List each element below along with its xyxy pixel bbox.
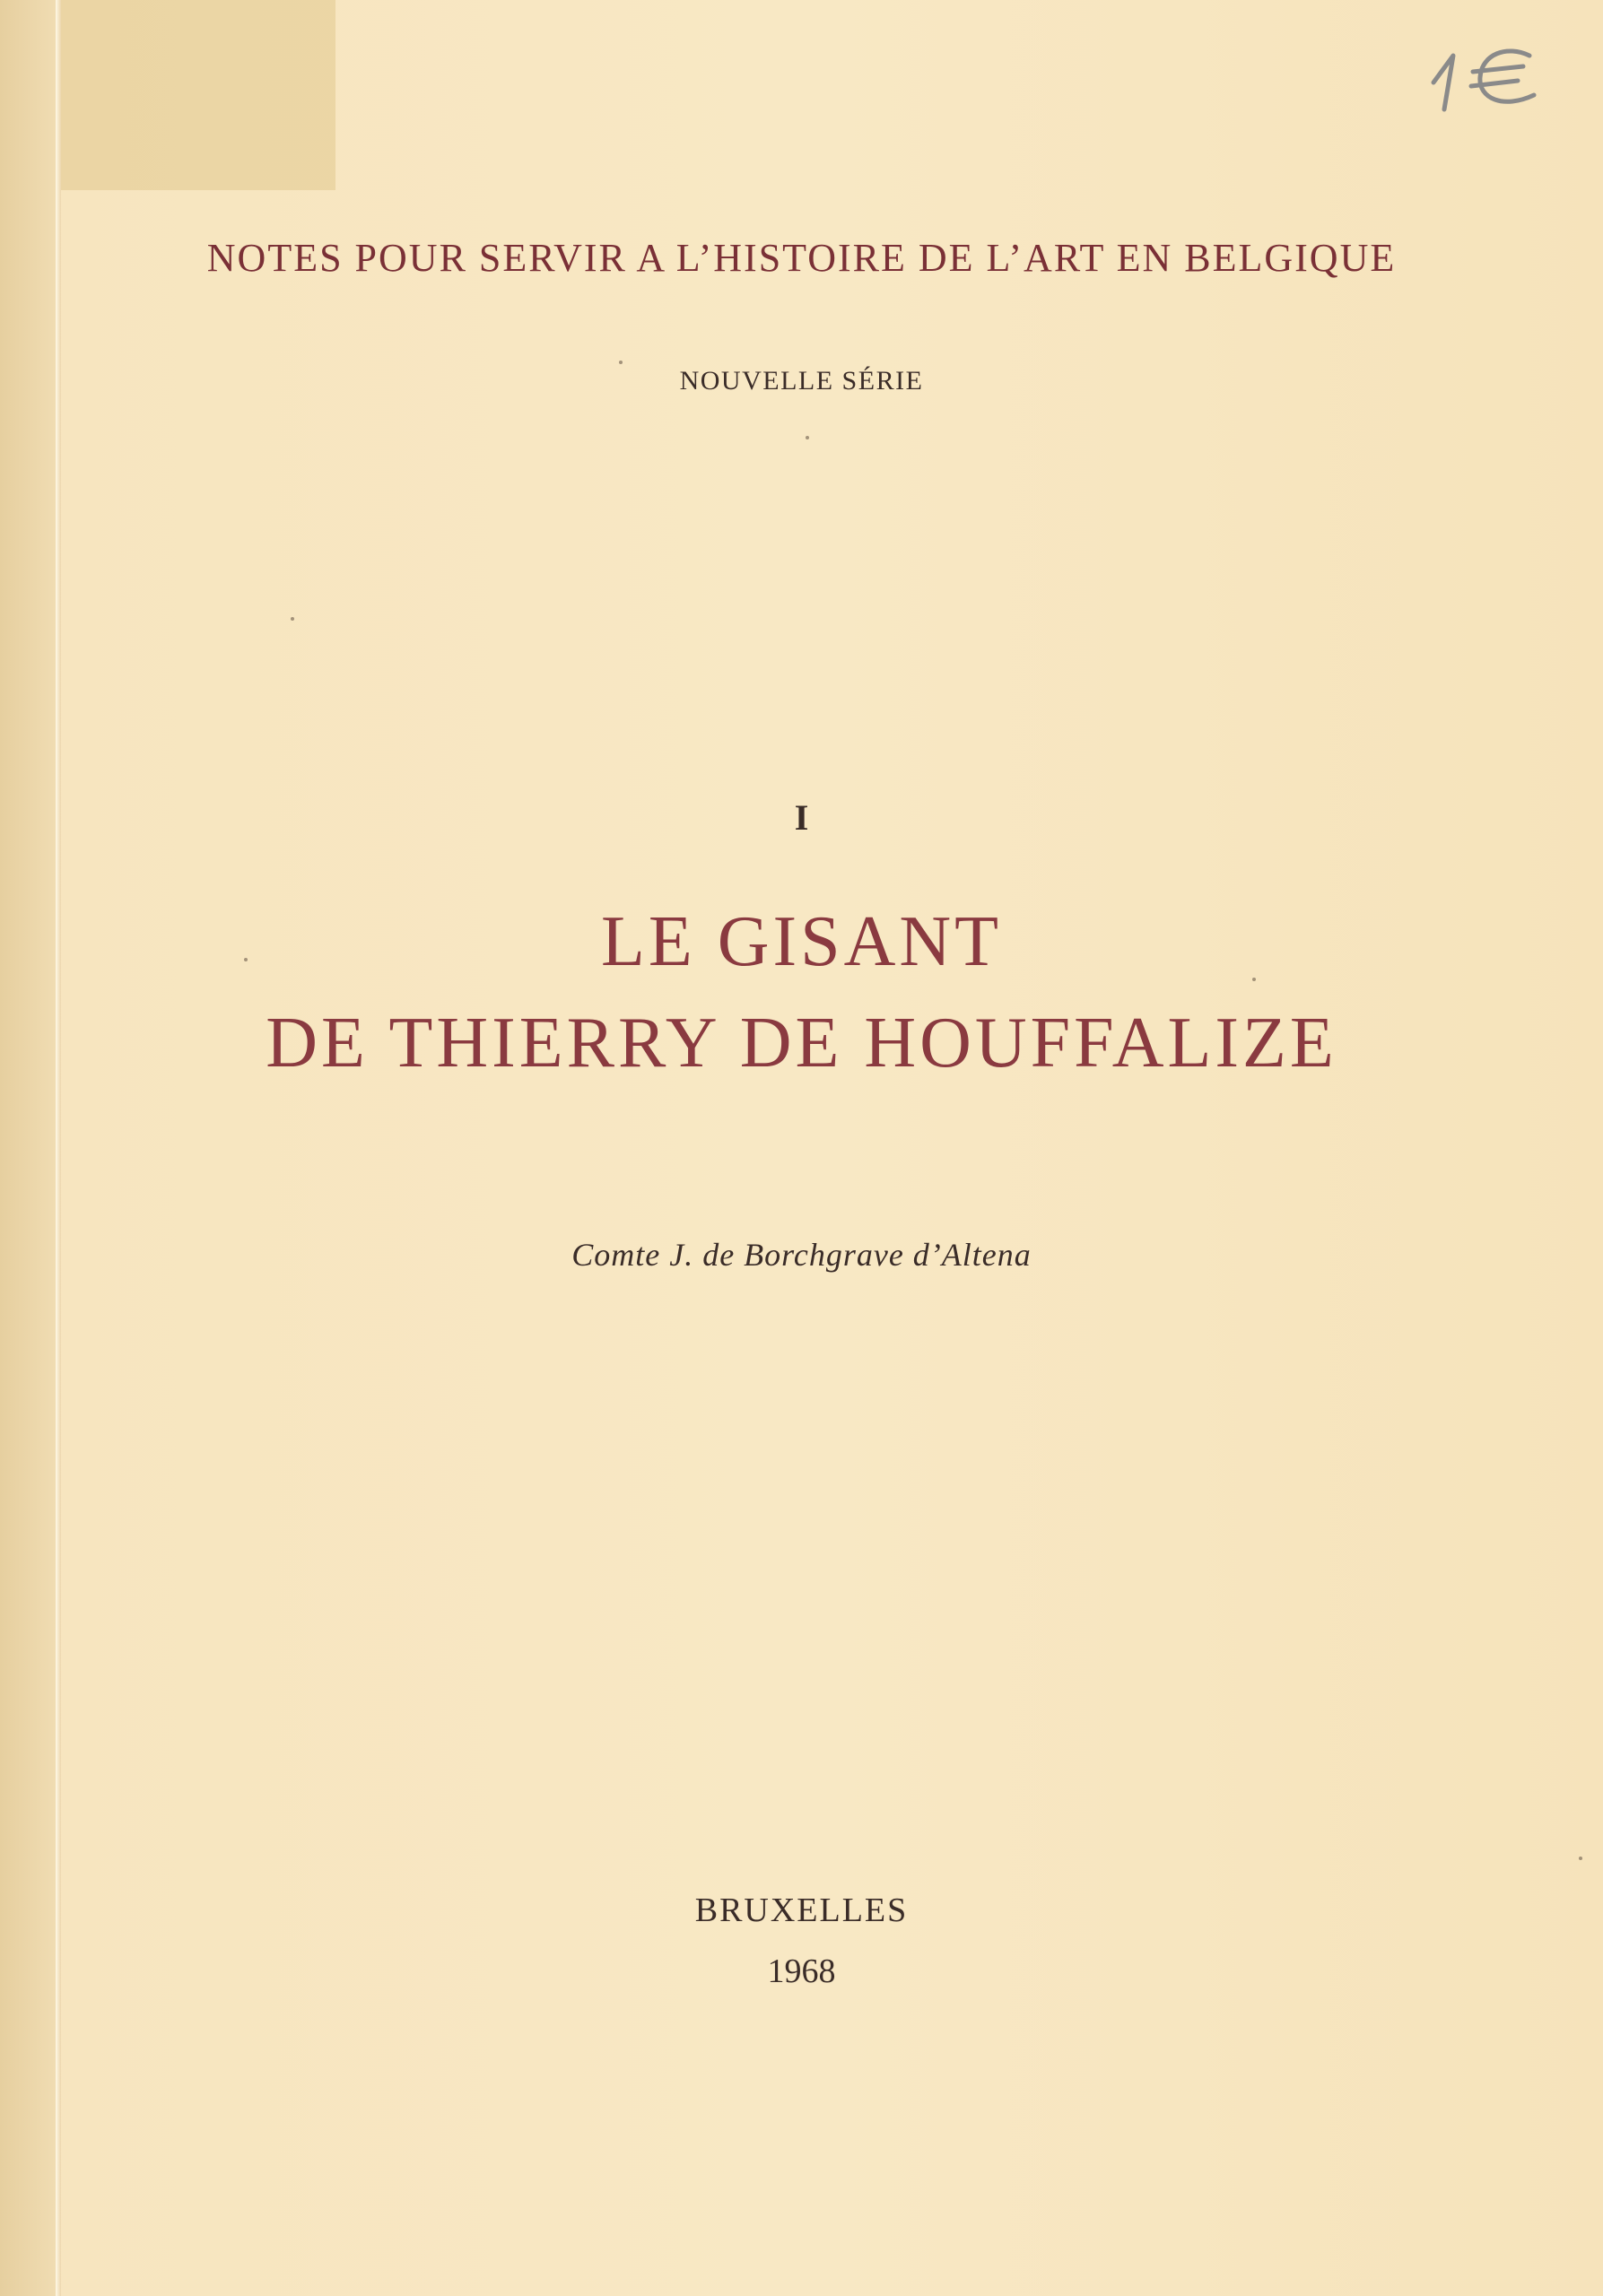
series-title: NOTES POUR SERVIR A L’HISTOIRE DE L’ART EN BELGIQUE bbox=[206, 236, 1397, 280]
publication-year: 1968 bbox=[767, 1952, 836, 1990]
paper-speck bbox=[619, 361, 623, 364]
main-title-line-2: DE THIERRY DE HOUFFALIZE bbox=[266, 1004, 1337, 1083]
publication-place: BRUXELLES bbox=[694, 1892, 909, 1929]
volume-number: I bbox=[794, 797, 809, 838]
series-subtitle: NOUVELLE SÉRIE bbox=[679, 366, 924, 396]
paper-speck bbox=[1252, 978, 1256, 981]
paper-speck bbox=[806, 436, 809, 439]
paper-speck bbox=[291, 617, 294, 621]
paper-speck bbox=[244, 958, 248, 961]
paper-speck bbox=[1579, 1857, 1582, 1860]
discoloration-patch bbox=[61, 0, 335, 190]
handwritten-price-mark bbox=[1417, 36, 1561, 117]
author-name: Comte J. de Borchgrave d’Altena bbox=[571, 1237, 1032, 1273]
main-title-line-1: LE GISANT bbox=[600, 902, 1003, 981]
